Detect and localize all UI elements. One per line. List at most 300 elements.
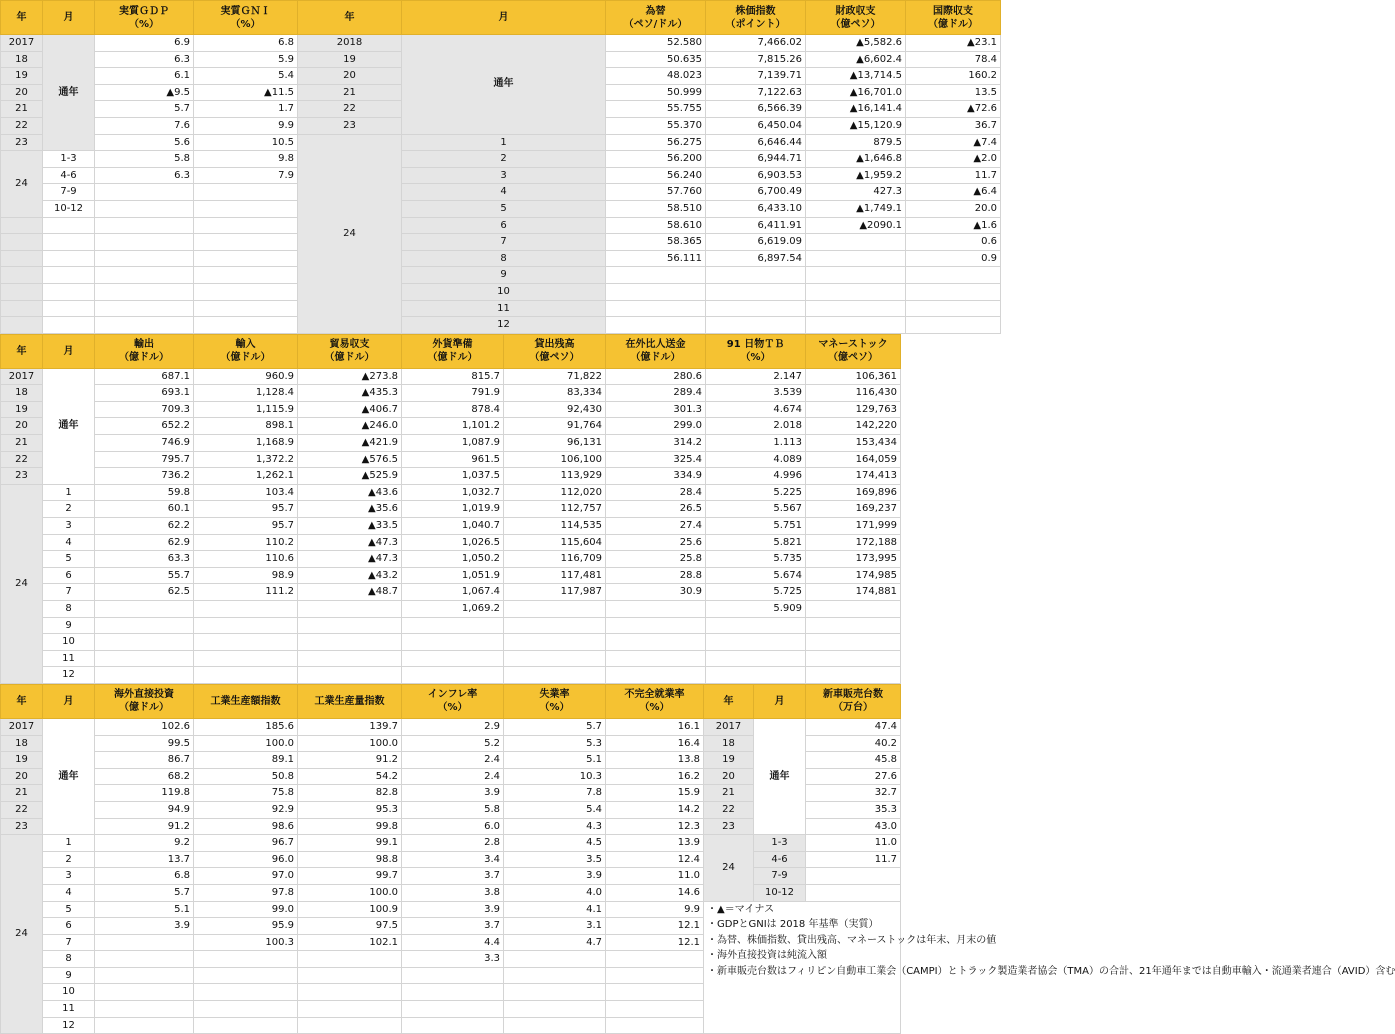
fdi-value: 13.7 [95,851,194,868]
industrial-volume-index: 99.7 [298,868,402,885]
gni-value [194,283,298,300]
fiscal-balance-value: ▲16,141.4 [806,101,906,118]
table-row [1,601,901,618]
fiscal-balance-value: 879.5 [806,134,906,151]
fiscal-balance-value [806,300,906,317]
trade-balance-value: ▲435.3 [298,385,402,402]
remittance-value: 30.9 [606,584,706,601]
fiscal-balance-value: ▲13,714.5 [806,68,906,85]
year-cell: 2017 [1,718,43,735]
column-header: 株価指数 （ポイント） [706,1,806,35]
tbill-rate-value [706,650,806,667]
inflation-value: 3.9 [402,785,504,802]
year-cell [1,300,43,317]
inflation-value: 5.2 [402,735,504,752]
remittance-value: 25.8 [606,551,706,568]
table-gdp-fx-fiscal [0,0,1001,334]
gdp-value [95,184,194,201]
fx-value: 58.610 [606,217,706,234]
loan-balance-value: 96,131 [504,435,606,452]
export-value: 795.7 [95,451,194,468]
year-cell: 24 [1,835,43,1034]
car-sales-value: 43.0 [806,818,901,835]
trade-balance-value: ▲576.5 [298,451,402,468]
money-stock-value [806,667,901,684]
month-cell: 3 [43,518,95,535]
footnote-line: ・GDPとGNIは 2018 年基準（実質） [707,919,879,931]
year-cell [1,250,43,267]
month-cell: 2 [43,501,95,518]
remittance-value [606,667,706,684]
fx-reserve-value: 1,019.9 [402,501,504,518]
gni-value: 1.7 [194,101,298,118]
trade-balance-value: ▲421.9 [298,435,402,452]
fdi-value [95,951,194,968]
column-header: 為替 （ペソ/ドル） [606,1,706,35]
loan-balance-value: 112,757 [504,501,606,518]
year-cell [1,267,43,284]
month-cell [43,300,95,317]
table-row [1,368,901,385]
month-cell: 11 [402,300,606,317]
table-row [1,584,901,601]
year-cell: 18 [1,735,43,752]
unemployment-value [504,1001,606,1018]
fx-reserve-value: 1,087.9 [402,435,504,452]
tbill-rate-value: 5.567 [706,501,806,518]
export-value: 709.3 [95,401,194,418]
year-cell: 19 [298,51,402,68]
year-cell: 23 [704,818,754,835]
car-sales-value: 32.7 [806,785,901,802]
underemployment-value: 14.6 [606,884,704,901]
fdi-value [95,984,194,1001]
trade-balance-value: ▲47.3 [298,534,402,551]
gdp-value [95,234,194,251]
underemployment-value [606,967,704,984]
fiscal-balance-value [806,283,906,300]
fdi-value [95,1001,194,1018]
fx-reserve-value: 961.5 [402,451,504,468]
industrial-value-index: 50.8 [194,768,298,785]
money-stock-value: 142,220 [806,418,901,435]
unemployment-value: 10.3 [504,768,606,785]
column-header: 年 [298,1,402,35]
year-cell: 21 [1,785,43,802]
fx-reserve-value [402,617,504,634]
inflation-value: 2.4 [402,768,504,785]
table-row [1,718,901,735]
fdi-value: 9.2 [95,835,194,852]
year-cell: 19 [1,401,43,418]
footnote-line: ・新車販売台数はフィリピン自動車工業会（CAMPI）とトラック製造業者協会（TMA）の合計、21年通年までは自動車輸入・流通業者連合（AVID）含む [707,965,1395,977]
tbill-rate-value: 5.735 [706,551,806,568]
underemployment-value: 16.1 [606,718,704,735]
stock-index-value: 7,139.71 [706,68,806,85]
year-cell: 20 [298,68,402,85]
annual-label: 通年 [402,35,606,135]
table-row [1,385,901,402]
gni-value: 5.9 [194,51,298,68]
column-header: 在外比人送金 （億ドル） [606,334,706,368]
fx-value [606,300,706,317]
remittance-value: 301.3 [606,401,706,418]
column-header: インフレ率 （%） [402,684,504,718]
table-row [1,35,1001,52]
car-sales-value: 27.6 [806,768,901,785]
export-value: 687.1 [95,368,194,385]
month-cell [43,317,95,334]
stock-index-value: 6,619.09 [706,234,806,251]
stock-index-value: 7,466.02 [706,35,806,52]
stock-index-value [706,267,806,284]
import-value [194,634,298,651]
column-header: 実質ＧＤＰ （%） [95,1,194,35]
industrial-value-index [194,1001,298,1018]
underemployment-value: 11.0 [606,868,704,885]
unemployment-value [504,1017,606,1034]
table-row [1,484,901,501]
trade-balance-value: ▲35.6 [298,501,402,518]
column-header: 年 [704,684,754,718]
month-cell: 10 [402,283,606,300]
month-cell: 7 [43,584,95,601]
trade-balance-value: ▲246.0 [298,418,402,435]
inflation-value: 3.8 [402,884,504,901]
unemployment-value: 5.1 [504,752,606,769]
money-stock-value: 164,059 [806,451,901,468]
fdi-value: 102.6 [95,718,194,735]
table-row [1,134,1001,151]
trade-balance-value: ▲525.9 [298,468,402,485]
remittance-value: 314.2 [606,435,706,452]
gdp-value: 6.9 [95,35,194,52]
year-cell [1,283,43,300]
table-row [1,283,1001,300]
industrial-value-index: 100.3 [194,934,298,951]
unemployment-value: 5.7 [504,718,606,735]
remittance-value [606,617,706,634]
unemployment-value: 4.3 [504,818,606,835]
fx-value: 50.635 [606,51,706,68]
table-row [1,451,901,468]
fdi-value: 94.9 [95,801,194,818]
header-row-trade [1,334,901,368]
car-sales-value: 11.7 [806,851,901,868]
table-row [1,650,901,667]
gni-value [194,317,298,334]
loan-balance-value [504,601,606,618]
fdi-value: 6.8 [95,868,194,885]
fdi-value [95,967,194,984]
quarter-cell: 4-6 [754,851,806,868]
loan-balance-value [504,617,606,634]
remittance-value: 289.4 [606,385,706,402]
underemployment-value: 12.1 [606,934,704,951]
stock-index-value: 6,944.71 [706,151,806,168]
gni-value [194,300,298,317]
industrial-value-index: 185.6 [194,718,298,735]
industrial-value-index: 96.7 [194,835,298,852]
remittance-value: 25.6 [606,534,706,551]
fdi-value: 91.2 [95,818,194,835]
footnote-line: ・▲＝マイナス [707,903,775,915]
car-sales-value [806,884,901,901]
month-cell: 5 [43,901,95,918]
bop-value: 20.0 [906,200,1001,217]
loan-balance-value [504,634,606,651]
industrial-value-index: 100.0 [194,735,298,752]
month-cell: 6 [402,217,606,234]
import-value [194,667,298,684]
industrial-volume-index: 99.1 [298,835,402,852]
year-cell: 22 [1,801,43,818]
unemployment-value [504,984,606,1001]
table-row [1,617,901,634]
column-header: 財政収支 （億ペソ） [806,1,906,35]
column-header: 91 日物ＴＢ （%） [706,334,806,368]
tbill-rate-value: 4.996 [706,468,806,485]
month-cell: 11 [43,650,95,667]
fiscal-balance-value [806,317,906,334]
inflation-value: 3.7 [402,918,504,935]
industrial-volume-index: 99.8 [298,818,402,835]
month-cell: 8 [402,250,606,267]
inflation-value [402,1017,504,1034]
industrial-volume-index [298,1001,402,1018]
trade-balance-value: ▲47.3 [298,551,402,568]
export-value: 652.2 [95,418,194,435]
industrial-volume-index: 97.5 [298,918,402,935]
loan-balance-value: 115,604 [504,534,606,551]
remittance-value [606,634,706,651]
remittance-value [606,650,706,667]
month-cell: 1 [402,134,606,151]
industrial-value-index: 96.0 [194,851,298,868]
month-cell: 6 [43,567,95,584]
column-header: 貿易収支 （億ドル） [298,334,402,368]
table-row [1,501,901,518]
gdp-value [95,283,194,300]
fx-value: 57.760 [606,184,706,201]
column-header: 月 [754,684,806,718]
fiscal-balance-value: ▲5,582.6 [806,35,906,52]
gni-value [194,184,298,201]
tbill-rate-value: 5.725 [706,584,806,601]
remittance-value: 26.5 [606,501,706,518]
gni-value: 9.9 [194,117,298,134]
quarter-cell: 10-12 [754,884,806,901]
inflation-value: 4.4 [402,934,504,951]
year-cell: 20 [704,768,754,785]
import-value: 1,128.4 [194,385,298,402]
gni-value: 9.8 [194,151,298,168]
industrial-volume-index: 139.7 [298,718,402,735]
unemployment-value: 3.9 [504,868,606,885]
quarter-cell: 7-9 [754,868,806,885]
stock-index-value: 6,646.44 [706,134,806,151]
month-cell: 4 [43,884,95,901]
month-cell: 4 [402,184,606,201]
table-row [1,551,901,568]
industrial-value-index: 98.6 [194,818,298,835]
year-cell: 18 [1,51,43,68]
bop-value [906,283,1001,300]
month-cell: 3 [43,868,95,885]
trade-balance-value: ▲33.5 [298,518,402,535]
table-row [1,184,1001,201]
quarter-cell: 1-3 [754,835,806,852]
import-value: 111.2 [194,584,298,601]
table-trade-finance [0,334,901,684]
unemployment-value: 7.8 [504,785,606,802]
remittance-value [606,601,706,618]
trade-balance-value: ▲406.7 [298,401,402,418]
month-cell: 3 [402,167,606,184]
column-header: 輸入 （億ドル） [194,334,298,368]
gdp-value: 7.6 [95,117,194,134]
underemployment-value: 16.4 [606,735,704,752]
industrial-value-index: 92.9 [194,801,298,818]
month-cell: 4 [43,534,95,551]
money-stock-value [806,601,901,618]
bop-value: ▲72.6 [906,101,1001,118]
month-cell: 1 [43,835,95,852]
money-stock-value: 172,188 [806,534,901,551]
industrial-value-index: 97.0 [194,868,298,885]
month-cell: 7 [402,234,606,251]
footnote-line: ・為替、株価指数、貸出残高、マネーストックは年末、月末の値 [707,934,997,946]
inflation-value: 3.9 [402,901,504,918]
column-header: 失業率 （%） [504,684,606,718]
bop-value: ▲6.4 [906,184,1001,201]
table-row [1,884,901,901]
year-cell: 23 [1,134,43,151]
loan-balance-value: 116,709 [504,551,606,568]
fx-value: 56.275 [606,134,706,151]
money-stock-value: 116,430 [806,385,901,402]
underemployment-value: 13.9 [606,835,704,852]
tbill-rate-value: 5.674 [706,567,806,584]
column-header: 月 [43,1,95,35]
column-header: 年 [1,334,43,368]
money-stock-value: 169,237 [806,501,901,518]
tbill-rate-value [706,634,806,651]
import-value [194,650,298,667]
bop-value: 78.4 [906,51,1001,68]
gdp-value [95,317,194,334]
fx-reserve-value: 1,101.2 [402,418,504,435]
month-cell: 7 [43,934,95,951]
year-cell: 21 [1,101,43,118]
fdi-value: 68.2 [95,768,194,785]
loan-balance-value [504,667,606,684]
import-value: 95.7 [194,518,298,535]
fx-reserve-value: 1,026.5 [402,534,504,551]
gni-value [194,234,298,251]
underemployment-value: 9.9 [606,901,704,918]
year-cell: 24 [704,835,754,901]
industrial-volume-index: 98.8 [298,851,402,868]
column-header: 不完全就業率 （%） [606,684,704,718]
tbill-rate-value: 5.225 [706,484,806,501]
inflation-value: 2.8 [402,835,504,852]
quarter-cell: 1-3 [43,151,95,168]
gni-value: 6.8 [194,35,298,52]
import-value: 103.4 [194,484,298,501]
year-cell: 23 [298,117,402,134]
annual-label: 通年 [754,718,806,834]
month-cell [43,283,95,300]
table-row [1,317,1001,334]
tbill-rate-value: 2.147 [706,368,806,385]
fdi-value [95,1017,194,1034]
fx-reserve-value: 1,032.7 [402,484,504,501]
bop-value: ▲23.1 [906,35,1001,52]
money-stock-value: 169,896 [806,484,901,501]
export-value [95,617,194,634]
month-cell: 8 [43,951,95,968]
money-stock-value: 174,985 [806,567,901,584]
car-sales-value: 35.3 [806,801,901,818]
inflation-value [402,1001,504,1018]
fiscal-balance-value: ▲2090.1 [806,217,906,234]
tbill-rate-value: 5.909 [706,601,806,618]
fx-reserve-value: 1,037.5 [402,468,504,485]
fx-value: 56.111 [606,250,706,267]
fiscal-balance-value: ▲1,646.8 [806,151,906,168]
column-header: 工業生産額指数 [194,684,298,718]
month-cell: 2 [402,151,606,168]
money-stock-value: 153,434 [806,435,901,452]
month-cell [43,234,95,251]
inflation-value: 5.8 [402,801,504,818]
fx-reserve-value: 878.4 [402,401,504,418]
gdp-value: 6.3 [95,51,194,68]
fx-reserve-value: 1,040.7 [402,518,504,535]
fx-value: 52.580 [606,35,706,52]
bop-value: ▲7.4 [906,134,1001,151]
industrial-volume-index: 100.9 [298,901,402,918]
inflation-value: 6.0 [402,818,504,835]
fdi-value: 3.9 [95,918,194,935]
quarter-cell: 4-6 [43,167,95,184]
industrial-volume-index: 91.2 [298,752,402,769]
footnote-line: ・海外直接投資は純流入額 [707,950,827,962]
year-cell [1,234,43,251]
fx-reserve-value: 815.7 [402,368,504,385]
month-cell: 6 [43,918,95,935]
fx-reserve-value [402,667,504,684]
loan-balance-value: 106,100 [504,451,606,468]
column-header: 海外直接投資 （億ドル） [95,684,194,718]
bop-value [906,317,1001,334]
fx-value: 58.365 [606,234,706,251]
fx-value: 50.999 [606,84,706,101]
gdp-value: 5.8 [95,151,194,168]
unemployment-value: 4.7 [504,934,606,951]
column-header: 実質ＧＮＩ （%） [194,1,298,35]
gdp-value [95,200,194,217]
fiscal-balance-value: ▲6,602.4 [806,51,906,68]
bop-value: 11.7 [906,167,1001,184]
fdi-value: 86.7 [95,752,194,769]
fx-value: 55.370 [606,117,706,134]
header-row-gdp-fx [1,1,1001,35]
industrial-volume-index: 102.1 [298,934,402,951]
bop-value: 0.6 [906,234,1001,251]
table-row [1,901,901,918]
